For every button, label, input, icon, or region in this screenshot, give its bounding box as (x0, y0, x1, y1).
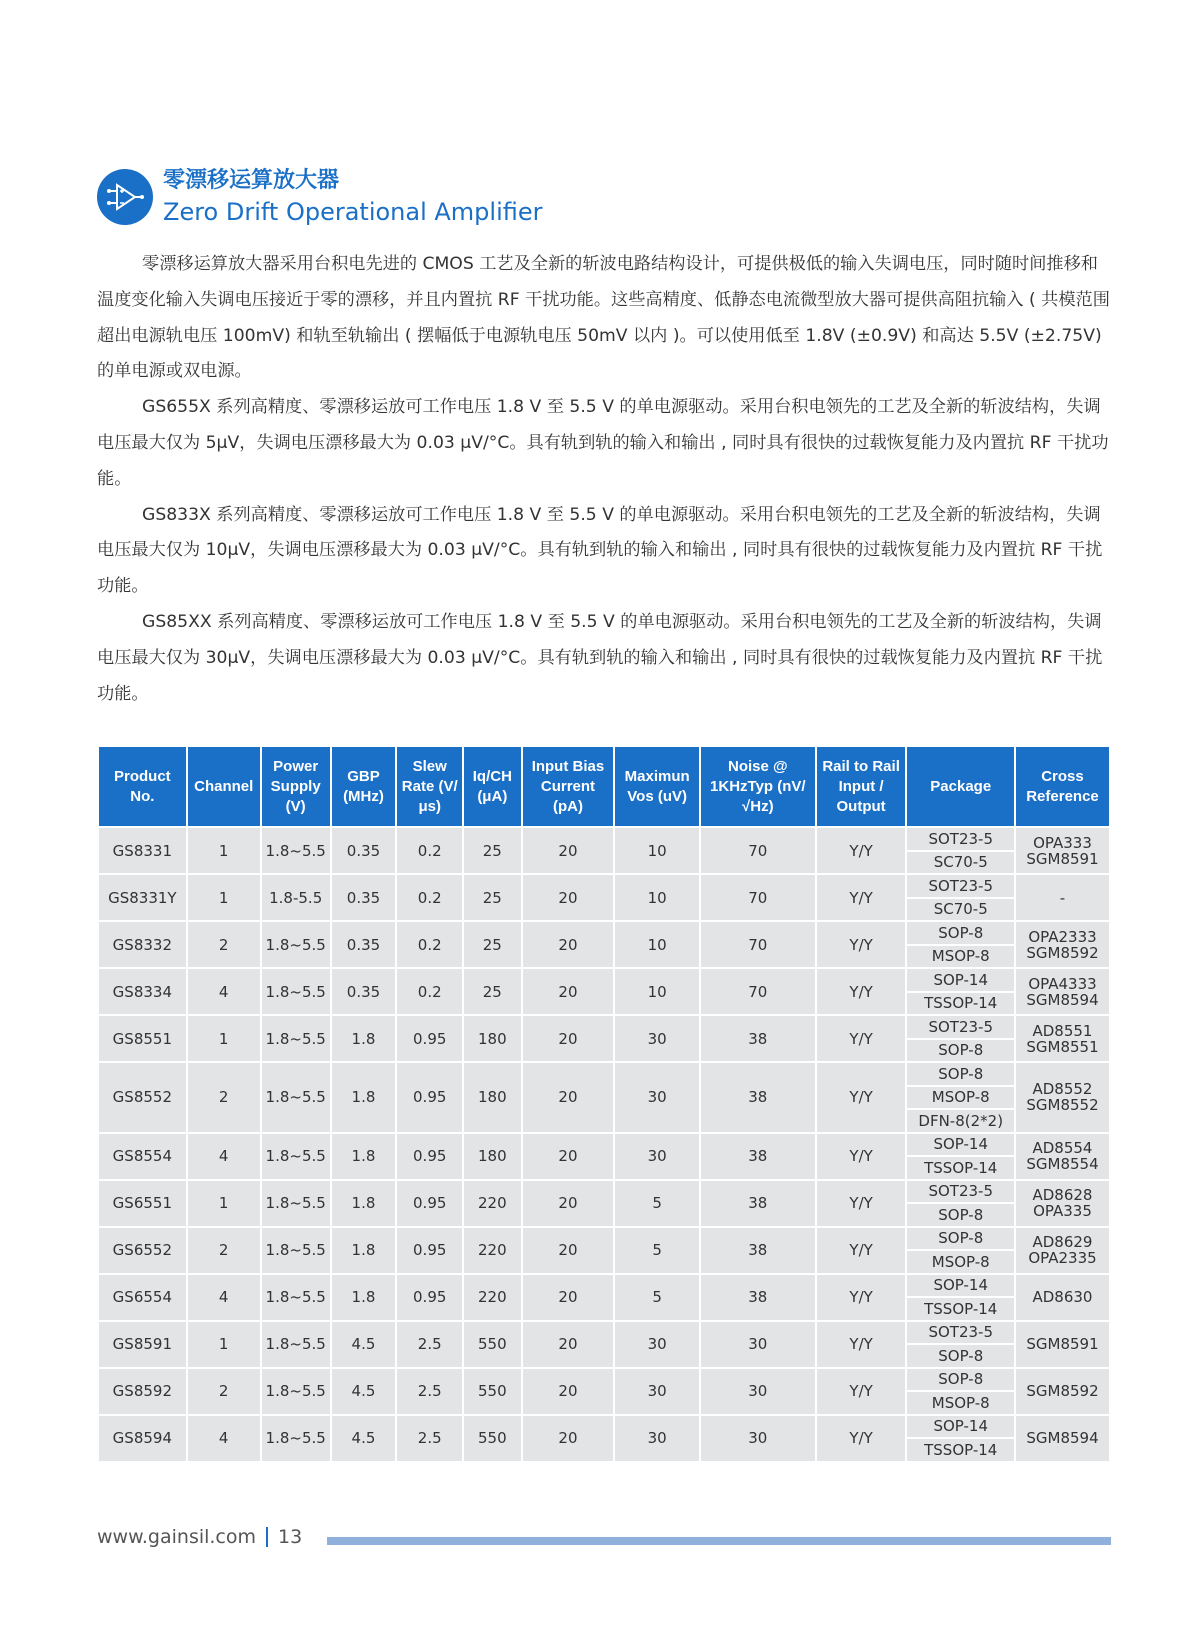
cell-product: GS8332 (98, 921, 187, 968)
cell-cross-reference: OPA2333 SGM8592 (1015, 921, 1110, 968)
cell-rr: Y/Y (816, 921, 907, 968)
cell-vos: 10 (614, 921, 700, 968)
page-title-en: Zero Drift Operational Amplifier (163, 198, 543, 226)
cell-package: MSOP-8 (906, 1391, 1015, 1415)
column-header: GBP (MHz) (331, 746, 397, 827)
cell-gbp: 4.5 (331, 1321, 397, 1368)
cell-vos: 30 (614, 1368, 700, 1415)
cell-product: GS8552 (98, 1062, 187, 1133)
cell-supply: 1.8~5.5 (261, 1274, 331, 1321)
cell-noise: 38 (700, 1180, 816, 1227)
cell-bias: 20 (522, 921, 615, 968)
cell-package: SOP-14 (906, 1415, 1015, 1439)
cell-vos: 10 (614, 827, 700, 874)
cell-gbp: 1.8 (331, 1062, 397, 1133)
column-header: Noise @ 1KHzTyp (nV/√Hz) (700, 746, 816, 827)
table-header-row (98, 746, 1110, 827)
paragraph: GS833X 系列高精度、零漂移运放可工作电压 1.8 V 至 5.5 V 的单电源驱动。采用台积电领先的工艺及全新的斩波结构，失调电压最大仅为 10μV，失调电压漂移最大为 0.03 μV/°C。具有轨到轨的输入和输出 , 同时具有很快的过载恢复能力及内置抗 RF 干扰功能。 (97, 504, 1103, 597)
cell-package: SOT23-5 (906, 1015, 1015, 1039)
cell-noise: 38 (700, 1274, 816, 1321)
cell-channel: 2 (187, 1368, 261, 1415)
cell-gbp: 1.8 (331, 1227, 397, 1274)
cell-iq: 550 (463, 1368, 521, 1415)
cell-rr: Y/Y (816, 1180, 907, 1227)
table-row (98, 1015, 1110, 1039)
cell-package: SOP-8 (906, 1227, 1015, 1251)
table-row (98, 1321, 1110, 1345)
cell-vos: 30 (614, 1062, 700, 1133)
cell-product: GS6554 (98, 1274, 187, 1321)
cell-vos: 30 (614, 1015, 700, 1062)
cell-gbp: 4.5 (331, 1368, 397, 1415)
cell-channel: 4 (187, 1274, 261, 1321)
table-row (98, 1133, 1110, 1157)
cell-supply: 1.8~5.5 (261, 827, 331, 874)
cell-rr: Y/Y (816, 1227, 907, 1274)
cell-bias: 20 (522, 874, 615, 921)
cell-product: GS6551 (98, 1180, 187, 1227)
cell-channel: 1 (187, 827, 261, 874)
cell-gbp: 1.8 (331, 1180, 397, 1227)
cell-iq: 220 (463, 1180, 521, 1227)
cell-gbp: 4.5 (331, 1415, 397, 1462)
cell-product: GS8334 (98, 968, 187, 1015)
table-row (98, 1368, 1110, 1392)
cell-bias: 20 (522, 1062, 615, 1133)
cell-package: TSSOP-14 (906, 1438, 1015, 1462)
cell-product: GS8331Y (98, 874, 187, 921)
cell-iq: 180 (463, 1062, 521, 1133)
cell-gbp: 0.35 (331, 874, 397, 921)
cell-rr: Y/Y (816, 968, 907, 1015)
table-row (98, 1415, 1110, 1439)
cell-slew: 0.2 (396, 921, 463, 968)
cell-channel: 1 (187, 874, 261, 921)
cell-vos: 5 (614, 1274, 700, 1321)
cell-rr: Y/Y (816, 1415, 907, 1462)
cell-slew: 0.2 (396, 874, 463, 921)
cell-rr: Y/Y (816, 827, 907, 874)
cell-iq: 180 (463, 1133, 521, 1180)
cell-rr: Y/Y (816, 1062, 907, 1133)
cell-bias: 20 (522, 827, 615, 874)
cell-vos: 10 (614, 968, 700, 1015)
cell-channel: 2 (187, 1062, 261, 1133)
cell-supply: 1.8~5.5 (261, 1415, 331, 1462)
cell-package: SC70-5 (906, 898, 1015, 922)
cell-rr: Y/Y (816, 1133, 907, 1180)
cell-noise: 30 (700, 1415, 816, 1462)
column-header: Maximun Vos (uV) (614, 746, 700, 827)
cell-package: SOP-8 (906, 1344, 1015, 1368)
cell-slew: 0.95 (396, 1015, 463, 1062)
cell-supply: 1.8~5.5 (261, 1321, 331, 1368)
table-row (98, 1274, 1110, 1298)
cell-cross-reference: AD8554 SGM8554 (1015, 1133, 1110, 1180)
cell-noise: 70 (700, 968, 816, 1015)
cell-gbp: 1.8 (331, 1133, 397, 1180)
cell-package: SOP-8 (906, 1203, 1015, 1227)
cell-iq: 220 (463, 1227, 521, 1274)
cell-rr: Y/Y (816, 1274, 907, 1321)
cell-noise: 30 (700, 1368, 816, 1415)
cell-rr: Y/Y (816, 1015, 907, 1062)
cell-cross-reference: SGM8591 (1015, 1321, 1110, 1368)
cell-slew: 0.2 (396, 968, 463, 1015)
cell-channel: 4 (187, 1415, 261, 1462)
cell-bias: 20 (522, 968, 615, 1015)
cell-channel: 4 (187, 1133, 261, 1180)
cell-supply: 1.8~5.5 (261, 1180, 331, 1227)
cell-cross-reference: AD8628 OPA335 (1015, 1180, 1110, 1227)
footer-bar (327, 1537, 1111, 1545)
cell-iq: 550 (463, 1415, 521, 1462)
column-header: Input Bias Current (pA) (522, 746, 615, 827)
cell-product: GS8551 (98, 1015, 187, 1062)
paragraph: GS655X 系列高精度、零漂移运放可工作电压 1.8 V 至 5.5 V 的单电源驱动。采用台积电领先的工艺及全新的斩波结构，失调电压最大仅为 5μV，失调电压漂移最大为 0.03 μV/°C。具有轨到轨的输入和输出 , 同时具有很快的过载恢复能力及内置抗 RF 干扰功能。 (97, 397, 1109, 489)
cell-package: TSSOP-14 (906, 992, 1015, 1016)
column-header: Product No. (98, 746, 187, 827)
table-row (98, 968, 1110, 992)
cell-channel: 2 (187, 1227, 261, 1274)
cell-package: SOP-8 (906, 1368, 1015, 1392)
cell-vos: 10 (614, 874, 700, 921)
cell-supply: 1.8~5.5 (261, 1227, 331, 1274)
cell-vos: 30 (614, 1133, 700, 1180)
cell-bias: 20 (522, 1415, 615, 1462)
cell-package: DFN-8(2*2) (906, 1109, 1015, 1133)
cell-package: SOP-8 (906, 1039, 1015, 1063)
cell-slew: 2.5 (396, 1415, 463, 1462)
cell-cross-reference: - (1015, 874, 1110, 921)
cell-slew: 2.5 (396, 1368, 463, 1415)
cell-cross-reference: OPA333 SGM8591 (1015, 827, 1110, 874)
cell-bias: 20 (522, 1133, 615, 1180)
cell-gbp: 0.35 (331, 827, 397, 874)
intro-text (97, 247, 1111, 712)
cell-noise: 38 (700, 1062, 816, 1133)
cell-noise: 70 (700, 874, 816, 921)
cell-slew: 0.95 (396, 1062, 463, 1133)
cell-product: GS8554 (98, 1133, 187, 1180)
cell-supply: 1.8~5.5 (261, 1133, 331, 1180)
cell-cross-reference: OPA4333 SGM8594 (1015, 968, 1110, 1015)
paragraph: GS85XX 系列高精度、零漂移运放可工作电压 1.8 V 至 5.5 V 的单电源驱动。采用台积电领先的工艺及全新的斩波结构，失调电压最大仅为 30μV，失调电压漂移最大为 0.03 μV/°C。具有轨到轨的输入和输出 , 同时具有很快的过载恢复能力及内置抗 RF 干扰功能。 (97, 611, 1103, 704)
cell-bias: 20 (522, 1227, 615, 1274)
cell-package: SOP-14 (906, 1274, 1015, 1298)
cell-supply: 1.8~5.5 (261, 921, 331, 968)
cell-rr: Y/Y (816, 874, 907, 921)
cell-product: GS8592 (98, 1368, 187, 1415)
cell-package: TSSOP-14 (906, 1156, 1015, 1180)
cell-cross-reference: AD8552 SGM8552 (1015, 1062, 1110, 1133)
cell-product: GS8594 (98, 1415, 187, 1462)
cell-vos: 5 (614, 1227, 700, 1274)
column-header: Slew Rate (V/μs) (396, 746, 463, 827)
cell-gbp: 1.8 (331, 1274, 397, 1321)
cell-slew: 0.2 (396, 827, 463, 874)
cell-package: SOT23-5 (906, 1180, 1015, 1204)
section-header (97, 166, 543, 228)
cell-bias: 20 (522, 1274, 615, 1321)
cell-cross-reference: AD8551 SGM8551 (1015, 1015, 1110, 1062)
cell-supply: 1.8~5.5 (261, 968, 331, 1015)
cell-noise: 70 (700, 827, 816, 874)
cell-noise: 38 (700, 1227, 816, 1274)
cell-iq: 220 (463, 1274, 521, 1321)
cell-rr: Y/Y (816, 1368, 907, 1415)
footer-divider (266, 1527, 268, 1547)
cell-package: SOT23-5 (906, 1321, 1015, 1345)
table-row (98, 1180, 1110, 1204)
column-header: Power Supply (V) (261, 746, 331, 827)
cell-gbp: 0.35 (331, 968, 397, 1015)
cell-noise: 38 (700, 1015, 816, 1062)
cell-bias: 20 (522, 1321, 615, 1368)
cell-noise: 30 (700, 1321, 816, 1368)
cell-package: MSOP-8 (906, 945, 1015, 969)
table-row (98, 921, 1110, 945)
cell-bias: 20 (522, 1180, 615, 1227)
cell-supply: 1.8~5.5 (261, 1062, 331, 1133)
column-header: Iq/CH (μA) (463, 746, 521, 827)
cell-package: MSOP-8 (906, 1086, 1015, 1110)
paragraph: 零漂移运算放大器采用台积电先进的 CMOS 工艺及全新的斩波电路结构设计，可提供极低的输入失调电压，同时随时间推移和温度变化输入失调电压接近于零的漂移，并且内置抗 RF 干扰功能。这些高精度、低静态电流微型放大器可提供高阻抗输入 ( 共模范围超出电源轨电压 100mV) 和轨至轨输出 ( 摆幅低于电源轨电压 50mV 以内 )。可以使用低至 1.8V (±0.9V) 和高达 5.5V (±2.75V) 的单电源或双电源。 (97, 254, 1110, 382)
page-number: 13 (278, 1526, 303, 1548)
cell-iq: 25 (463, 921, 521, 968)
cell-slew: 2.5 (396, 1321, 463, 1368)
cell-vos: 30 (614, 1321, 700, 1368)
product-spec-table (97, 745, 1111, 1463)
cell-supply: 1.8~5.5 (261, 1368, 331, 1415)
cell-iq: 550 (463, 1321, 521, 1368)
cell-package: TSSOP-14 (906, 1297, 1015, 1321)
cell-rr: Y/Y (816, 1321, 907, 1368)
cell-slew: 0.95 (396, 1180, 463, 1227)
cell-iq: 180 (463, 1015, 521, 1062)
cell-package: SOP-14 (906, 968, 1015, 992)
cell-iq: 25 (463, 827, 521, 874)
cell-iq: 25 (463, 968, 521, 1015)
footer-url[interactable]: www.gainsil.com (97, 1526, 257, 1548)
cell-iq: 25 (463, 874, 521, 921)
cell-package: SC70-5 (906, 851, 1015, 875)
cell-bias: 20 (522, 1368, 615, 1415)
column-header: Channel (187, 746, 261, 827)
table-row (98, 1062, 1110, 1086)
cell-slew: 0.95 (396, 1227, 463, 1274)
cell-bias: 20 (522, 1015, 615, 1062)
cell-product: GS6552 (98, 1227, 187, 1274)
cell-gbp: 0.35 (331, 921, 397, 968)
cell-noise: 70 (700, 921, 816, 968)
table-row (98, 1227, 1110, 1251)
cell-supply: 1.8-5.5 (261, 874, 331, 921)
cell-noise: 38 (700, 1133, 816, 1180)
cell-package: SOT23-5 (906, 874, 1015, 898)
cell-supply: 1.8~5.5 (261, 1015, 331, 1062)
column-header: Cross Reference (1015, 746, 1110, 827)
cell-cross-reference: AD8629 OPA2335 (1015, 1227, 1110, 1274)
table-row (98, 827, 1110, 851)
cell-cross-reference: SGM8594 (1015, 1415, 1110, 1462)
cell-channel: 4 (187, 968, 261, 1015)
cell-channel: 1 (187, 1321, 261, 1368)
cell-vos: 30 (614, 1415, 700, 1462)
page-title-cn: 零漂移运算放大器 (163, 168, 340, 193)
footer (97, 1526, 302, 1548)
table-row (98, 874, 1110, 898)
cell-package: SOT23-5 (906, 827, 1015, 851)
cell-package: SOP-8 (906, 1062, 1015, 1086)
cell-product: GS8591 (98, 1321, 187, 1368)
cell-vos: 5 (614, 1180, 700, 1227)
cell-cross-reference: SGM8592 (1015, 1368, 1110, 1415)
op-amp-icon (97, 169, 153, 225)
cell-gbp: 1.8 (331, 1015, 397, 1062)
cell-package: SOP-8 (906, 921, 1015, 945)
cell-package: MSOP-8 (906, 1250, 1015, 1274)
cell-slew: 0.95 (396, 1133, 463, 1180)
cell-channel: 2 (187, 921, 261, 968)
cell-cross-reference: AD8630 (1015, 1274, 1110, 1321)
column-header: Rail to Rail Input / Output (816, 746, 907, 827)
cell-package: SOP-14 (906, 1133, 1015, 1157)
column-header: Package (906, 746, 1015, 827)
cell-channel: 1 (187, 1180, 261, 1227)
cell-channel: 1 (187, 1015, 261, 1062)
cell-slew: 0.95 (396, 1274, 463, 1321)
cell-product: GS8331 (98, 827, 187, 874)
